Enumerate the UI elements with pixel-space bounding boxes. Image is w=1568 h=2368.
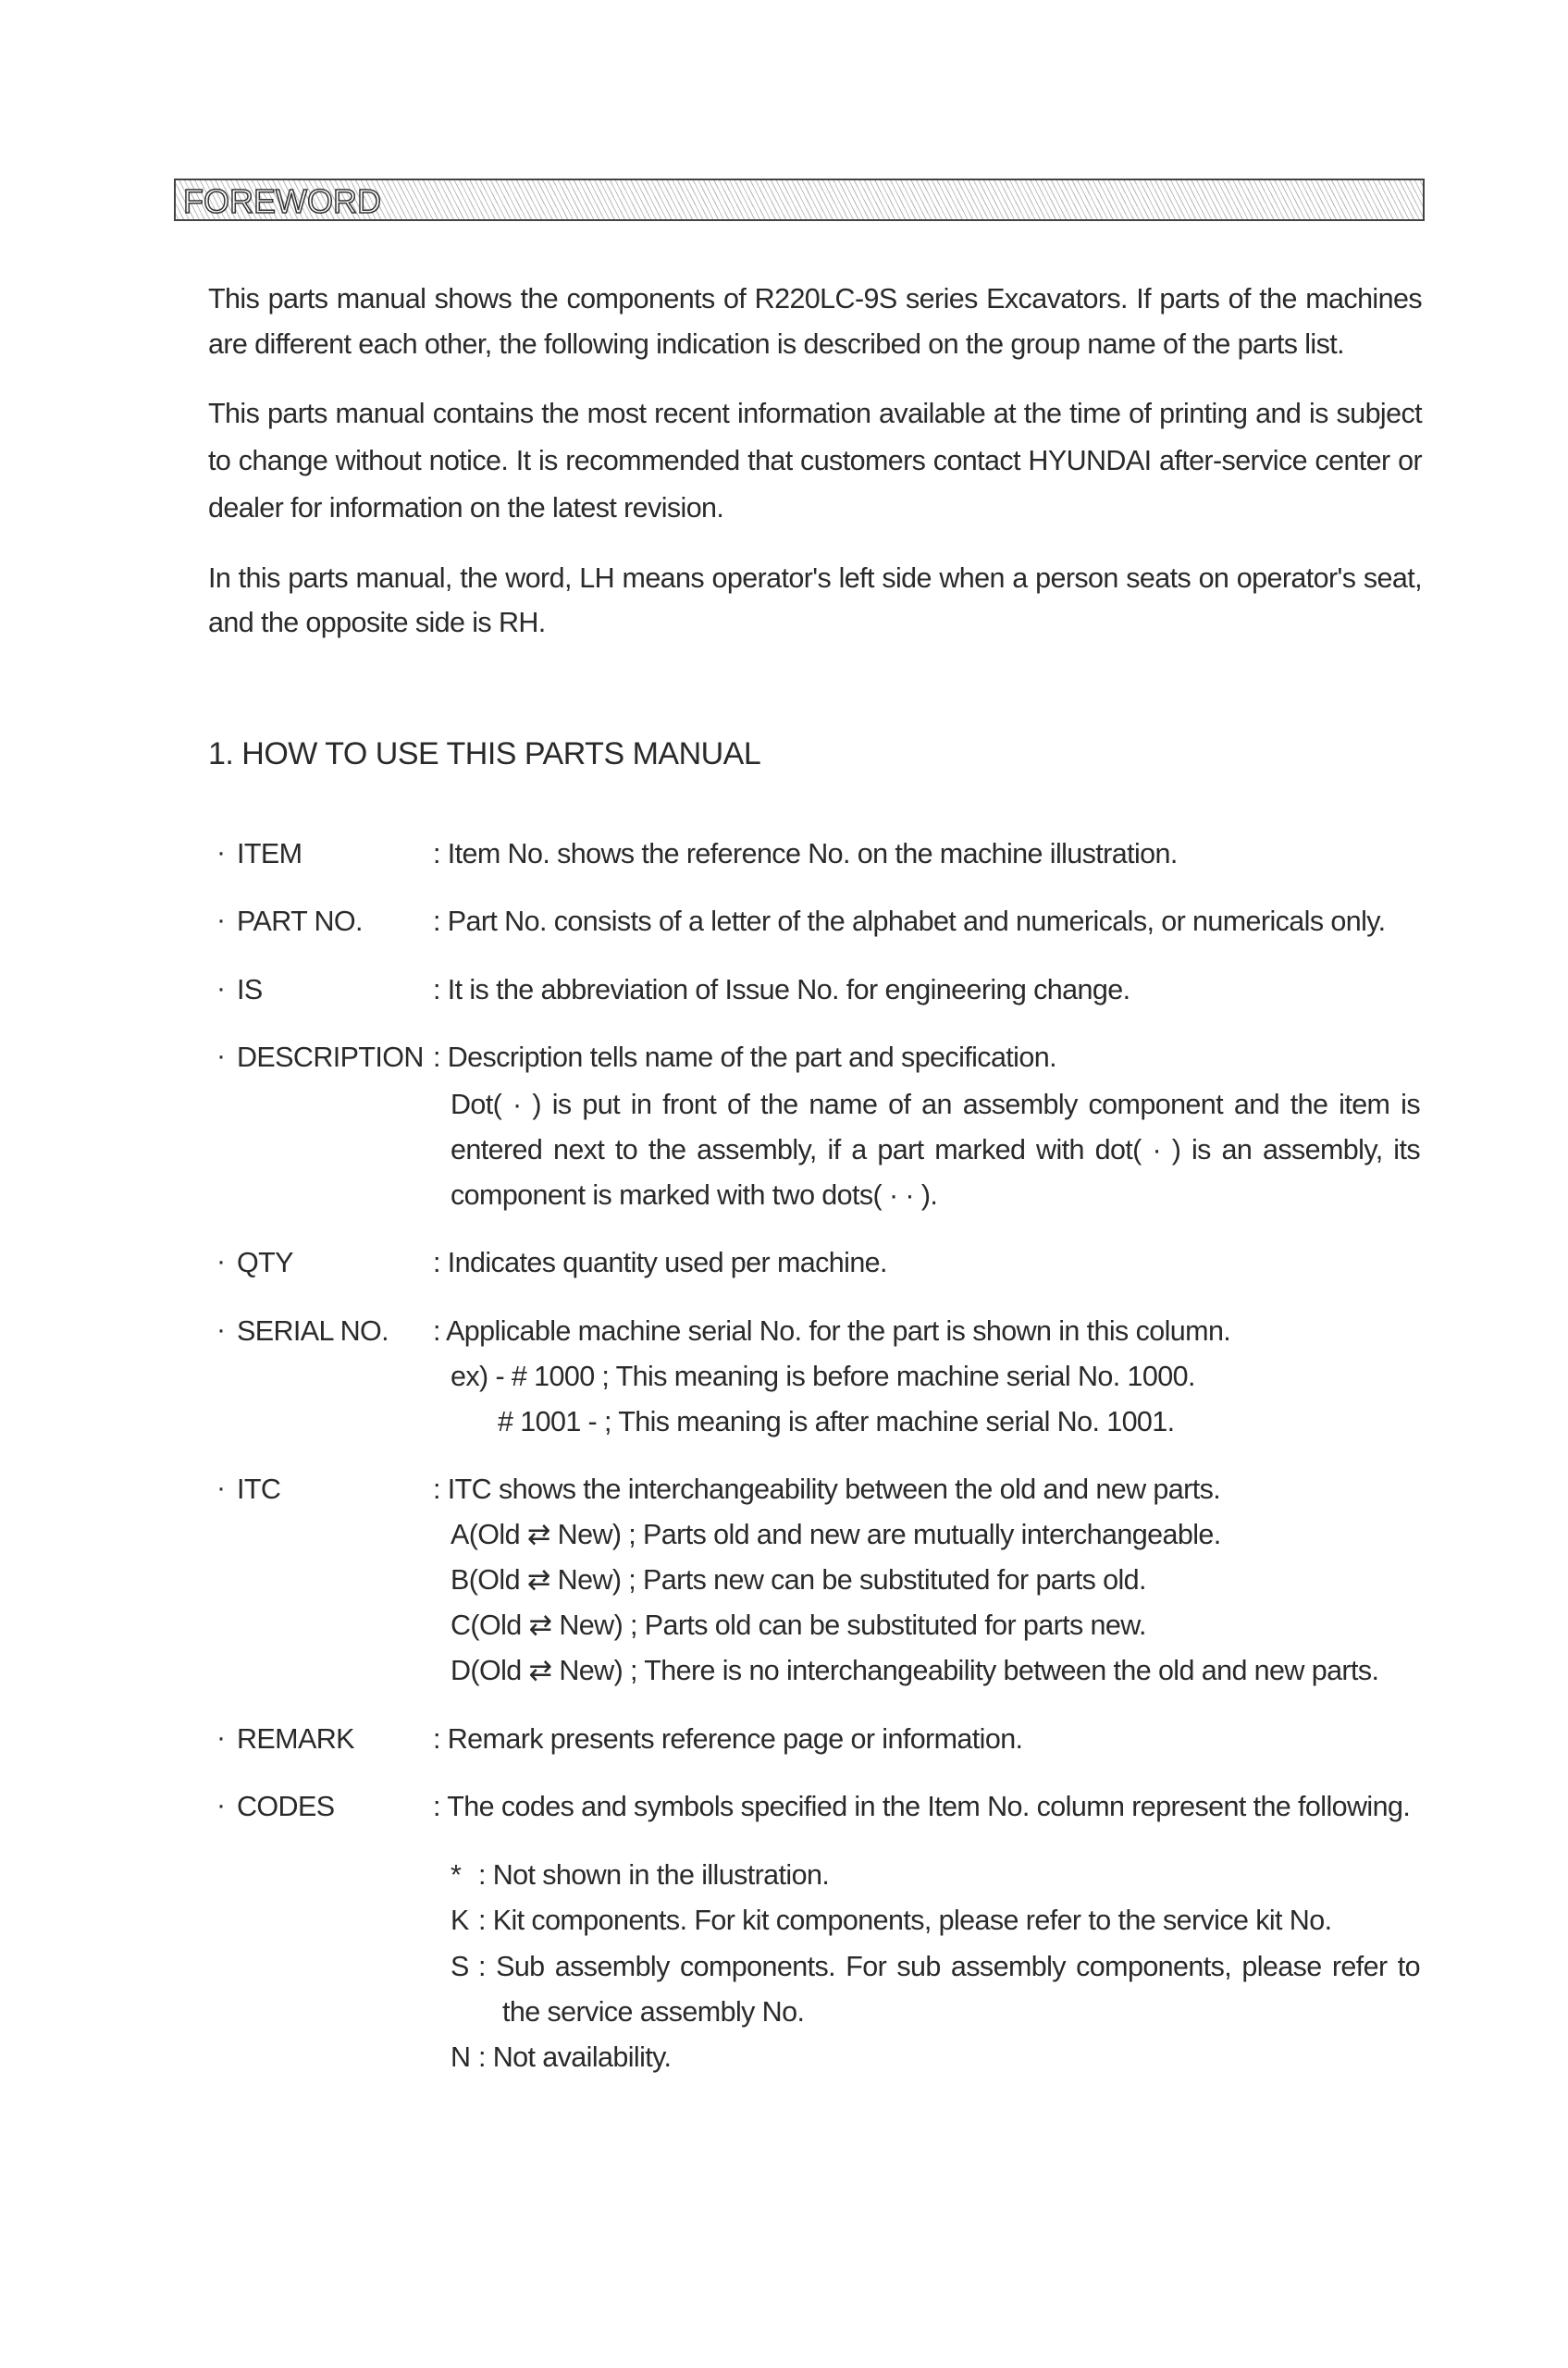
intro-p3-l1: In this parts manual, the word, LH means operator's left side when a person seats on operator's seat, [208, 562, 1422, 594]
code-description: : Kit components. For kit components, please refer to the service kit No. [478, 1905, 1332, 1936]
code-description-cont: the service assembly No. [502, 1996, 805, 2028]
bullet-dot: · [216, 1722, 226, 1753]
term-definition: : Description tells name of the part and specification. [433, 1042, 1056, 1073]
term-detail-line: Dot( · ) is put in front of the name of an assembly component and the item is [451, 1089, 1420, 1120]
term-label-part-no: PART NO. [237, 906, 363, 937]
bullet-dot: · [216, 973, 226, 1004]
term-definition: : ITC shows the interchangeability between the old and new parts. [433, 1474, 1221, 1505]
code-description: : Not shown in the illustration. [478, 1859, 830, 1891]
bullet-dot: · [216, 1314, 226, 1345]
term-definition: : The codes and symbols specified in the Item No. column represent the following. [433, 1791, 1411, 1822]
term-definition: : It is the abbreviation of Issue No. for engineering change. [433, 974, 1130, 1005]
bullet-dot: · [216, 1246, 226, 1276]
intro-p2-l2: to change without notice. It is recommended that customers contact HYUNDAI after-service center or [208, 445, 1422, 476]
term-detail-line: B(Old ⇄ New) ; Parts new can be substituted for parts old. [451, 1564, 1146, 1596]
term-detail-line: C(Old ⇄ New) ; Parts old can be substituted for parts new. [451, 1610, 1146, 1641]
term-label-qty: QTY [237, 1247, 293, 1278]
term-definition: : Indicates quantity used per machine. [433, 1247, 887, 1278]
term-label-remark: REMARK [237, 1723, 354, 1755]
section-heading: 1. HOW TO USE THIS PARTS MANUAL [208, 736, 761, 771]
term-detail-line: ex) - # 1000 ; This meaning is before machine serial No. 1000. [451, 1361, 1195, 1392]
term-detail-line: # 1001 - ; This meaning is after machine serial No. 1001. [498, 1406, 1175, 1437]
term-detail-line: D(Old ⇄ New) ; There is no interchangeability between the old and new parts. [451, 1655, 1379, 1686]
intro-p2-l3: dealer for information on the latest revision. [208, 492, 724, 524]
bullet-dot: · [216, 905, 226, 935]
term-detail-line: entered next to the assembly, if a part marked with dot( · ) is an assembly, its [451, 1134, 1420, 1166]
term-definition: : Part No. consists of a letter of the alphabet and numericals, or numericals only. [433, 906, 1386, 937]
code-description: : Not availability. [478, 2041, 672, 2073]
term-definition: : Item No. shows the reference No. on the machine illustration. [433, 838, 1178, 870]
term-label-serial-no: SERIAL NO. [237, 1315, 389, 1347]
foreword-title: FOREWORD [183, 182, 381, 220]
term-label-itc: ITC [237, 1474, 281, 1505]
intro-p2-l1: This parts manual contains the most recent information available at the time of printing and is subject [208, 398, 1422, 429]
foreword-header-bar [174, 179, 1425, 221]
code-symbol: K [451, 1905, 469, 1936]
term-detail-line: component is marked with two dots( · · ). [451, 1179, 938, 1211]
intro-p1-l1: This parts manual shows the components of R220LC-9S series Excavators. If parts of the machines [208, 283, 1422, 314]
code-symbol: S [451, 1951, 469, 1982]
term-definition: : Applicable machine serial No. for the part is shown in this column. [433, 1315, 1231, 1347]
term-label-item: ITEM [237, 838, 302, 870]
intro-p1-l2: are different each other, the following indication is described on the group name of the parts list. [208, 328, 1345, 360]
bullet-dot: · [216, 1041, 226, 1071]
code-symbol: N [451, 2041, 471, 2073]
bullet-dot: · [216, 837, 226, 868]
term-label-description: DESCRIPTION [237, 1042, 424, 1073]
code-symbol: * [451, 1859, 462, 1891]
term-label-codes: CODES [237, 1791, 335, 1822]
term-definition: : Remark presents reference page or information. [433, 1723, 1023, 1755]
intro-p3-l2: and the opposite side is RH. [208, 607, 546, 638]
bullet-dot: · [216, 1790, 226, 1820]
code-description: : Sub assembly components. For sub assembly components, please refer to [478, 1951, 1420, 1982]
term-label-is: IS [237, 974, 263, 1005]
bullet-dot: · [216, 1473, 226, 1503]
term-detail-line: A(Old ⇄ New) ; Parts old and new are mutually interchangeable. [451, 1519, 1221, 1550]
